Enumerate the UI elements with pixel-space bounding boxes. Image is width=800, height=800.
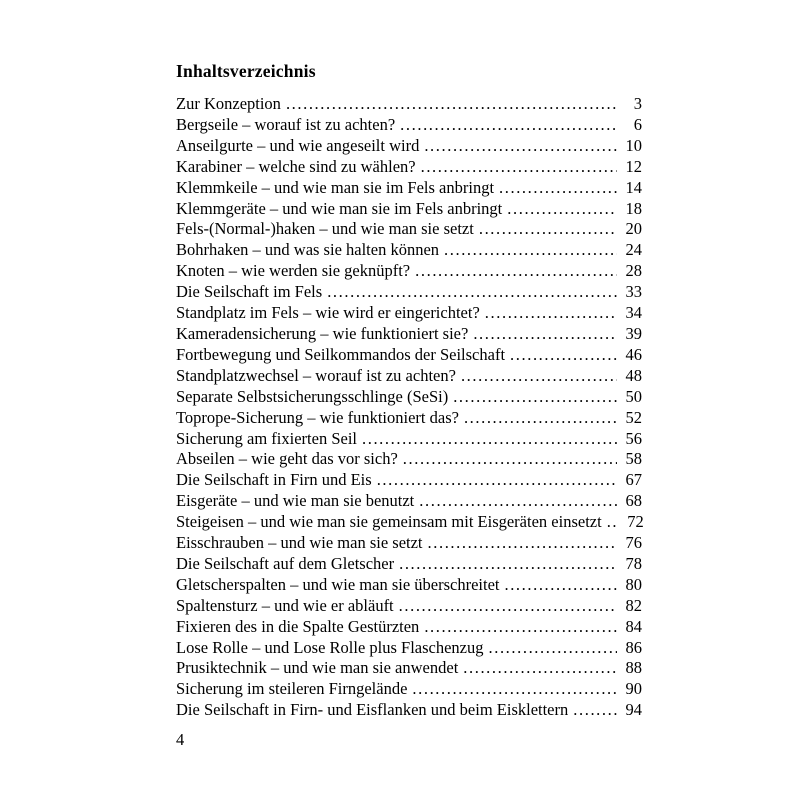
toc-entry-title: Kameradensicherung – wie funktioniert sie? (176, 323, 469, 343)
toc-entry-page: 52 (625, 407, 642, 427)
toc-entry (176, 303, 642, 324)
toc-entry-title: Bohrhaken – und was sie halten können (176, 240, 440, 260)
toc-entry-page: 6 (633, 114, 642, 134)
toc-entry-page: 72 (627, 512, 644, 532)
toc-leader-dots (461, 366, 617, 387)
toc-leader-dots (485, 303, 617, 324)
toc-entry-page: 14 (625, 177, 642, 197)
toc-leader-dots (399, 596, 617, 617)
toc-entry (176, 512, 642, 533)
toc-entry (176, 575, 642, 596)
toc-entry-title: Sicherung im steileren Firngelände (176, 679, 408, 699)
toc-leader-dots (489, 638, 618, 659)
toc-entry (176, 429, 642, 450)
toc-entry-page: 34 (625, 303, 642, 323)
toc-entry-title: Fels-(Normal-)haken – und wie man sie setzt (176, 219, 474, 239)
toc-entry-page: 50 (625, 386, 642, 406)
toc-entry-title: Toprope-Sicherung – wie funktioniert das? (176, 407, 459, 427)
toc-leader-dots (463, 658, 617, 679)
toc-entry-page: 39 (625, 323, 642, 343)
toc-entry (176, 470, 642, 491)
toc-entry-page: 94 (625, 700, 642, 720)
toc-entry-title: Standplatzwechsel – worauf ist zu achten? (176, 365, 456, 385)
toc-leader-dots (504, 575, 617, 596)
toc-leader-dots (444, 240, 617, 261)
toc-leader-dots (399, 554, 617, 575)
toc-entry-page: 10 (625, 135, 642, 155)
toc-entry-page: 68 (625, 491, 642, 511)
toc-entry (176, 617, 642, 638)
toc-entry (176, 596, 642, 617)
toc-entry-title: Bergseile – worauf ist zu achten? (176, 114, 396, 134)
toc-entry-page: 12 (625, 156, 642, 176)
toc-entry-title: Fortbewegung und Seilkommandos der Seilschaft (176, 344, 506, 364)
toc-entry-page: 28 (625, 261, 642, 281)
toc-leader-dots (473, 324, 617, 345)
toc-leader-dots (412, 679, 617, 700)
toc-entry-page: 56 (625, 428, 642, 448)
toc-entry-page: 48 (625, 365, 642, 385)
toc-entry-page: 3 (633, 94, 642, 113)
toc-entry (176, 638, 642, 659)
toc-entry-title: Sicherung am fixierten Seil (176, 428, 357, 448)
toc-entry (176, 366, 642, 387)
toc-leader-dots (421, 157, 617, 178)
toc-leader-dots (453, 387, 617, 408)
toc-leader-dots (507, 199, 617, 220)
toc-entry (176, 199, 642, 220)
toc-leader-dots (424, 617, 617, 638)
toc-entry-page: 18 (625, 198, 642, 218)
toc-entry-title: Abseilen – wie geht das vor sich? (176, 449, 398, 469)
toc-entry-page: 78 (625, 553, 642, 573)
toc-entry (176, 408, 642, 429)
toc-entry (176, 533, 642, 554)
toc-list (176, 94, 642, 721)
toc-leader-dots (400, 115, 617, 136)
toc-entry (176, 324, 642, 345)
toc-entry-page: 88 (625, 658, 642, 678)
toc-entry-page: 24 (625, 240, 642, 260)
toc-entry-title: Spaltensturz – und wie er abläuft (176, 595, 394, 615)
toc-entry-page: 20 (625, 219, 642, 239)
toc-leader-dots (362, 429, 617, 450)
toc-leader-dots (286, 94, 617, 115)
toc-entry (176, 136, 642, 157)
toc-entry-title: Steigeisen – und wie man sie gemeinsam mit Eisgeräten einsetzt (176, 512, 602, 532)
toc-entry-title: Separate Selbstsicherungsschlinge (SeSi) (176, 386, 449, 406)
toc-entry-page: 80 (625, 574, 642, 594)
toc-leader-dots (327, 282, 617, 303)
toc-entry-page: 76 (625, 533, 642, 553)
toc-entry (176, 115, 642, 136)
toc-entry-title: Eisgeräte – und wie man sie benutzt (176, 491, 415, 511)
page-number: 4 (176, 730, 185, 749)
toc-page (176, 60, 642, 721)
toc-entry-title: Anseilgurte – und wie angeseilt wird (176, 135, 420, 155)
toc-leader-dots (607, 512, 619, 533)
toc-entry-page: 84 (625, 616, 642, 636)
toc-entry-title: Die Seilschaft auf dem Gletscher (176, 553, 395, 573)
toc-entry-title: Klemmgeräte – und wie man sie im Fels anbringt (176, 198, 503, 218)
toc-entry (176, 94, 642, 115)
toc-entry-title: Standplatz im Fels – wie wird er eingerichtet? (176, 303, 480, 323)
toc-entry-page: 90 (625, 679, 642, 699)
toc-entry (176, 491, 642, 512)
toc-entry (176, 178, 642, 199)
toc-entry (176, 449, 642, 470)
toc-heading: Inhaltsverzeichnis (176, 61, 316, 81)
toc-leader-dots (510, 345, 617, 366)
toc-leader-dots (419, 491, 617, 512)
toc-entry-title: Lose Rolle – und Lose Rolle plus Flaschenzug (176, 637, 484, 657)
toc-entry-title: Zur Konzeption (176, 94, 281, 113)
toc-leader-dots (479, 219, 617, 240)
toc-entry (176, 658, 642, 679)
toc-entry (176, 157, 642, 178)
toc-entry (176, 700, 642, 721)
toc-entry (176, 554, 642, 575)
toc-leader-dots (415, 261, 617, 282)
toc-entry (176, 240, 642, 261)
toc-entry-page: 67 (625, 470, 642, 490)
toc-entry-title: Eisschrauben – und wie man sie setzt (176, 533, 423, 553)
toc-entry-title: Fixieren des in die Spalte Gestürzten (176, 616, 420, 636)
toc-entry (176, 679, 642, 700)
toc-leader-dots (464, 408, 617, 429)
toc-leader-dots (573, 700, 617, 721)
toc-entry-title: Klemmkeile – und wie man sie im Fels anbringt (176, 177, 495, 197)
toc-entry-page: 82 (625, 595, 642, 615)
toc-leader-dots (403, 449, 617, 470)
toc-entry-title: Die Seilschaft in Firn- und Eisflanken und beim Eisklettern (176, 700, 569, 720)
toc-entry-title: Prusiktechnik – und wie man sie anwendet (176, 658, 459, 678)
toc-leader-dots (424, 136, 617, 157)
toc-entry-page: 33 (625, 282, 642, 302)
toc-entry-page: 58 (625, 449, 642, 469)
toc-leader-dots (377, 470, 617, 491)
toc-entry (176, 282, 642, 303)
toc-entry-page: 46 (625, 344, 642, 364)
toc-entry-page: 86 (625, 637, 642, 657)
toc-entry (176, 219, 642, 240)
toc-entry-title: Karabiner – welche sind zu wählen? (176, 156, 416, 176)
toc-leader-dots (499, 178, 617, 199)
toc-leader-dots (428, 533, 617, 554)
toc-entry-title: Gletscherspalten – und wie man sie überschreitet (176, 574, 500, 594)
toc-entry-title: Die Seilschaft in Firn und Eis (176, 470, 372, 490)
toc-entry-title: Knoten – wie werden sie geknüpft? (176, 261, 411, 281)
toc-entry (176, 387, 642, 408)
toc-entry-title: Die Seilschaft im Fels (176, 282, 323, 302)
toc-entry (176, 261, 642, 282)
toc-entry (176, 345, 642, 366)
